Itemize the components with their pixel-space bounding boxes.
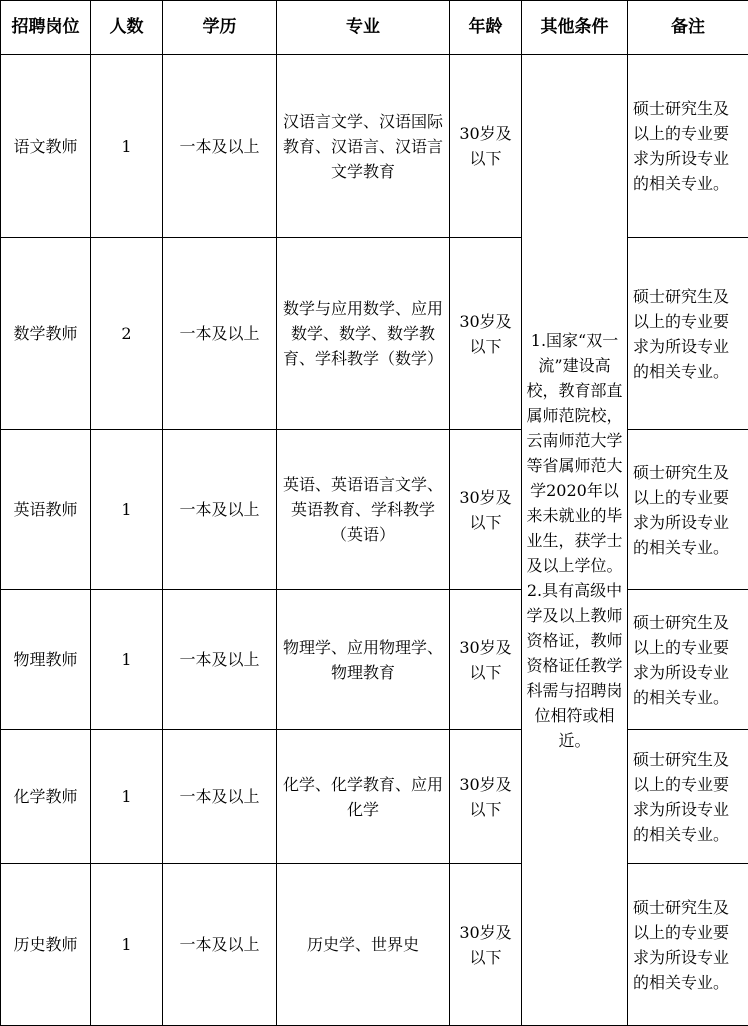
cell-major: 数学与应用数学、应用数学、数学、数学教育、学科教学（数学） — [277, 238, 450, 430]
header-education: 学历 — [163, 1, 277, 55]
table-row — [1, 238, 748, 430]
cell-education: 一本及以上 — [163, 430, 277, 590]
cell-position: 化学教师 — [1, 730, 91, 864]
table-row — [1, 430, 748, 590]
cell-age: 30岁及以下 — [450, 55, 522, 238]
cell-note: 硕士研究生及以上的专业要求为所设专业的相关专业。 — [628, 730, 748, 864]
header-count: 人数 — [91, 1, 163, 55]
cell-position: 物理教师 — [1, 590, 91, 730]
table-row — [1, 590, 748, 730]
cell-age: 30岁及以下 — [450, 590, 522, 730]
cell-count: 2 — [91, 238, 163, 430]
header-row — [1, 1, 748, 55]
cell-note: 硕士研究生及以上的专业要求为所设专业的相关专业。 — [628, 430, 748, 590]
cell-education: 一本及以上 — [163, 730, 277, 864]
cell-education: 一本及以上 — [163, 55, 277, 238]
cell-note: 硕士研究生及以上的专业要求为所设专业的相关专业。 — [628, 55, 748, 238]
cell-count: 1 — [91, 55, 163, 238]
cell-count: 1 — [91, 430, 163, 590]
header-position: 招聘岗位 — [1, 1, 91, 55]
cell-major: 英语、英语语言文学、英语教育、学科教学（英语） — [277, 430, 450, 590]
cell-count: 1 — [91, 590, 163, 730]
cell-age: 30岁及以下 — [450, 238, 522, 430]
cell-other-conditions: 1.国家“双一流”建设高校，教育部直属师范院校，云南师范大学等省属师范大学2020年以来未就业的毕业生，获学士及以上学位。2.具有高级中学及以上教师资格证，教师资格证任教学科需与招聘岗位相符或相近。 — [522, 55, 628, 1026]
cell-count: 1 — [91, 864, 163, 1026]
cell-major: 汉语言文学、汉语国际教育、汉语言、汉语言文学教育 — [277, 55, 450, 238]
cell-count: 1 — [91, 730, 163, 864]
cell-age: 30岁及以下 — [450, 730, 522, 864]
cell-major: 历史学、世界史 — [277, 864, 450, 1026]
cell-major: 化学、化学教育、应用化学 — [277, 730, 450, 864]
cell-age: 30岁及以下 — [450, 430, 522, 590]
cell-position: 数学教师 — [1, 238, 91, 430]
cell-education: 一本及以上 — [163, 590, 277, 730]
header-age: 年龄 — [450, 1, 522, 55]
cell-education: 一本及以上 — [163, 864, 277, 1026]
cell-note: 硕士研究生及以上的专业要求为所设专业的相关专业。 — [628, 238, 748, 430]
cell-position: 历史教师 — [1, 864, 91, 1026]
cell-note: 硕士研究生及以上的专业要求为所设专业的相关专业。 — [628, 864, 748, 1026]
cell-age: 30岁及以下 — [450, 864, 522, 1026]
header-major: 专业 — [277, 1, 450, 55]
cell-education: 一本及以上 — [163, 238, 277, 430]
cell-note: 硕士研究生及以上的专业要求为所设专业的相关专业。 — [628, 590, 748, 730]
cell-position: 语文教师 — [1, 55, 91, 238]
table-row — [1, 55, 748, 238]
table-row — [1, 864, 748, 1026]
header-other-conditions: 其他条件 — [522, 1, 628, 55]
cell-major: 物理学、应用物理学、物理教育 — [277, 590, 450, 730]
header-note: 备注 — [628, 1, 748, 55]
table-row — [1, 730, 748, 864]
cell-position: 英语教师 — [1, 430, 91, 590]
